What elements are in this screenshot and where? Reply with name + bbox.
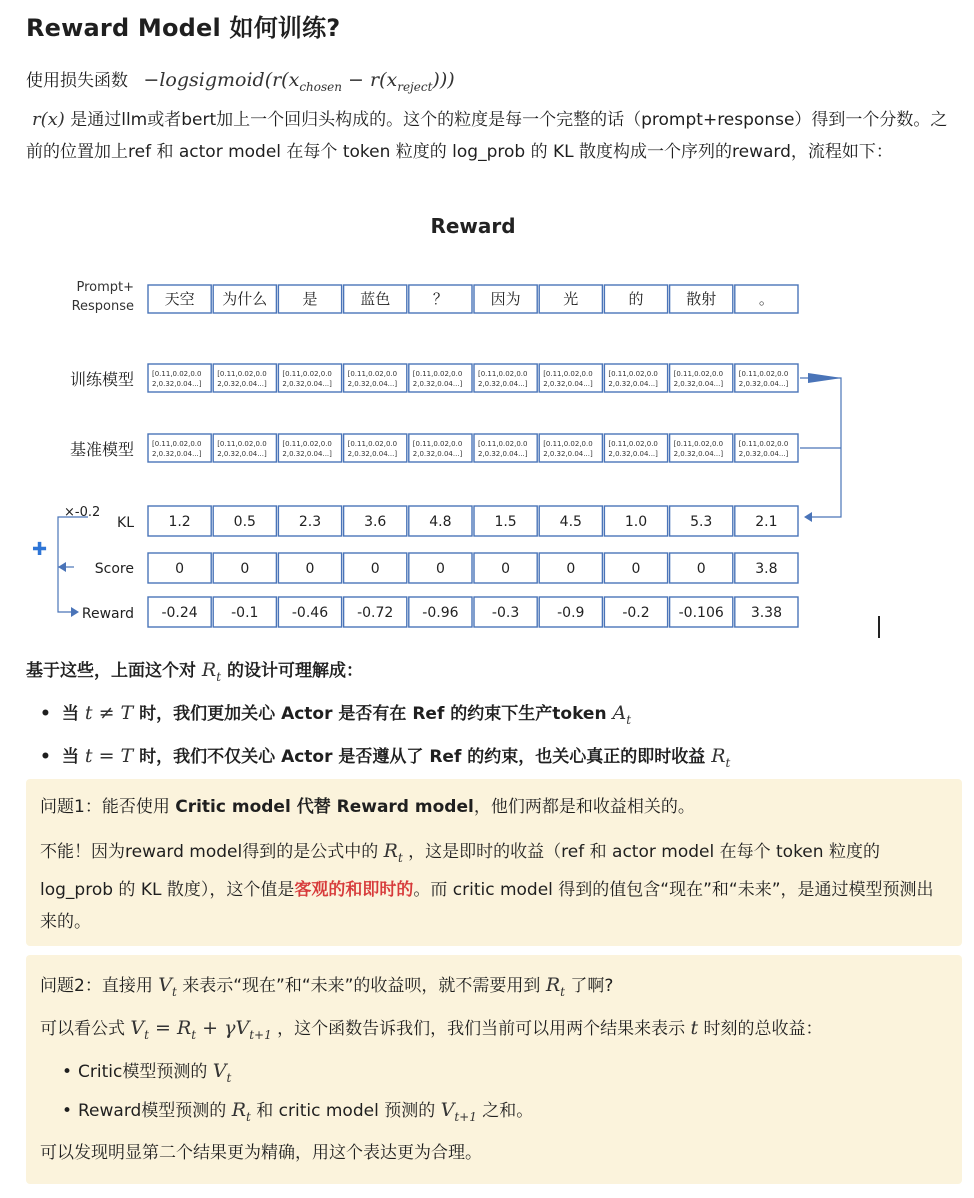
reward-value: 3.38: [750, 605, 782, 621]
ref-model-vec-line1: [0.11,0.02,0.0: [282, 440, 332, 448]
label-score: Score: [94, 561, 134, 577]
bellman-formula: [130, 1017, 272, 1042]
bullet-dot: •: [40, 704, 51, 724]
loss-formula: [143, 69, 455, 94]
list-item: • Reward模型预测的 $R_t$ 和 critic model 预测的 $V_{t+1}$ 之和。: [62, 1099, 534, 1124]
li2-var-r-letter: R: [231, 1099, 247, 1121]
arrow-head: [804, 512, 812, 522]
list-item: [40, 738, 730, 781]
arrow-head: [58, 562, 66, 572]
plus-icon: ✚: [32, 539, 48, 560]
label-ref-model: 基准模型: [69, 440, 134, 459]
figure-title: Reward: [430, 214, 516, 238]
li2-text-a: Reward模型预测的: [78, 1101, 232, 1121]
kl-value: 2.3: [298, 514, 322, 530]
train-model-vec-line2: 2,0.32,0.04...]: [738, 380, 789, 388]
q2-text-1: 问题2：直接用: [40, 976, 159, 996]
a1-highlight: 客观的和即时的: [294, 879, 414, 900]
score-value: 0: [305, 561, 315, 577]
ref-model-vec-line2: 2,0.32,0.04...]: [152, 450, 202, 458]
bullet-text-b: 时，我们不仅关心 Actor 是否遵从了 Ref 的约束，也关心真正的即时收益: [133, 746, 712, 767]
f-eq: = R: [148, 1017, 192, 1039]
ref-model-vec-line2: 2,0.32,0.04...]: [608, 450, 658, 458]
li1-var: [212, 1060, 232, 1085]
reward-value: -0.106: [678, 605, 724, 621]
token-value: 散射: [686, 290, 717, 308]
li2-var-r: [231, 1099, 251, 1124]
formula-sub-chosen: chosen: [299, 79, 342, 94]
q2-var-v-sub: t: [171, 984, 177, 999]
label-kl: KL: [117, 515, 134, 531]
arrow-head: [808, 373, 842, 383]
train-model-vec-line1: [0.11,0.02,0.0: [673, 370, 724, 378]
reward-value: -0.46: [291, 605, 329, 621]
bullet-text-a: 当: [62, 704, 85, 724]
ref-model-vec-line2: 2,0.32,0.04...]: [217, 450, 267, 458]
token-value: 光: [563, 290, 579, 308]
question-2: [40, 969, 950, 1008]
train-model-vec-line1: [0.11,0.02,0.0: [543, 370, 593, 378]
train-model-vec-line2: 2,0.32,0.04...]: [478, 380, 528, 388]
f-t: t: [690, 1017, 699, 1039]
f-eq-sub: t: [191, 1027, 197, 1042]
question-1: [40, 791, 950, 823]
train-model-vec-line2: 2,0.32,0.04...]: [412, 380, 463, 388]
formula-close: ))): [432, 69, 455, 91]
bullet-var-letter: A: [612, 702, 627, 724]
reward-value: -0.72: [357, 605, 394, 621]
kl-value: 2.1: [755, 514, 778, 530]
q2-text-2: 来表示“现在”和“未来”的收益呗，就不需要用到: [176, 976, 546, 996]
bullet-math: t = T: [84, 744, 134, 767]
kl-value: 4.8: [429, 514, 452, 530]
train-model-vec-line1: [0.11,0.02,0.0: [282, 370, 332, 378]
reward-row: [148, 597, 798, 627]
q1-text-a: 问题1：能否使用: [40, 797, 176, 817]
a1-text-1: 不能！因为reward model得到的是公式中的: [40, 842, 384, 862]
ref-model-vec-line2: 2,0.32,0.04...]: [412, 450, 463, 458]
a1-var-letter: R: [383, 840, 398, 862]
score-row: [148, 553, 798, 583]
f-v-sub: t: [144, 1027, 149, 1042]
li1-var-sub: t: [226, 1070, 232, 1085]
bullet-text-a: 当: [62, 746, 85, 767]
ref-model-vec-line1: [0.11,0.02,0.0: [412, 440, 463, 448]
loss-prefix: 使用损失函数: [26, 71, 128, 91]
token-value: 的: [628, 290, 644, 308]
a1-text-2: ，这是即时的收益（ref 和 actor model 在每个 token 粒度的 log_prob 的 KL 散度），这个值是: [40, 842, 880, 900]
li2-text-c: 之和。: [476, 1101, 534, 1121]
kl-value: 4.5: [559, 514, 582, 530]
train-model-vec-line2: 2,0.32,0.04...]: [152, 380, 202, 388]
score-value: 0: [696, 561, 706, 577]
li1-text: Critic模型预测的: [78, 1062, 213, 1082]
list-item: [40, 695, 730, 738]
token-value: 为什么: [222, 290, 268, 308]
train-model-vec-line2: 2,0.32,0.04...]: [347, 380, 398, 388]
train-model-vec-line2: 2,0.32,0.04...]: [608, 380, 658, 388]
li1-var-letter: V: [212, 1060, 227, 1082]
a1-text-3: 。而 critic model 得到的值包含“现在”和“未来”，是通过模型预测出来的。: [40, 879, 934, 932]
conclusion-suffix: 的设计可理解成：: [221, 661, 363, 681]
li2-var-v: [440, 1099, 477, 1124]
train-model-vec-line1: [0.11,0.02,0.0: [478, 370, 528, 378]
f-gamma: + γV: [196, 1017, 250, 1039]
q1-text-b: ，他们两都是和收益相关的。: [473, 797, 695, 817]
bullet-var: [711, 744, 731, 770]
conclusion-line: [26, 654, 363, 693]
ref-model-vec-line1: [0.11,0.02,0.0: [347, 440, 398, 448]
token-value: 。: [758, 290, 774, 308]
ref-model-vec-line2: 2,0.32,0.04...]: [347, 450, 398, 458]
li2-text-b: 和 critic model 预测的: [250, 1101, 441, 1121]
ref-model-vec-line2: 2,0.32,0.04...]: [282, 450, 332, 458]
formula-line: [40, 1012, 950, 1051]
description-text: 是通过llm或者bert加上一个回归头构成的。这个的粒度是每一个完整的话（prompt+response）得到一个分数。之前的位置加上ref 和 actor model 在每个 token 粒度的 log_prob 的 KL 散度构成一个序列的reward，流程如下：: [26, 110, 948, 162]
train-model-vec-line2: 2,0.32,0.04...]: [217, 380, 267, 388]
label-reward: Reward: [81, 606, 134, 622]
conclusion-prefix: 基于这些，上面这个对: [26, 661, 202, 681]
question-1-box: [26, 779, 962, 946]
score-value: 0: [501, 561, 511, 577]
ref-model-row: [148, 434, 798, 462]
reward-value: -0.9: [557, 605, 585, 621]
score-value: 0: [631, 561, 641, 577]
arrow-head: [71, 607, 79, 617]
label-mult: ×-0.2: [64, 505, 101, 520]
train-model-vec-line1: [0.11,0.02,0.0: [152, 370, 202, 378]
ref-model-vec-line1: [0.11,0.02,0.0: [608, 440, 658, 448]
conclusion-var-sub: t: [216, 669, 222, 684]
ref-model-vec-line1: [0.11,0.02,0.0: [673, 440, 724, 448]
description-paragraph: [26, 104, 956, 168]
score-value: 3.8: [755, 561, 778, 577]
list-item: • Critic模型预测的 $V_t$: [62, 1060, 232, 1085]
bullet-var-letter: R: [711, 744, 726, 767]
li2-var-v-sub: t+1: [454, 1109, 477, 1124]
q2-var-v: [158, 974, 177, 999]
label-train-model: 训练模型: [69, 370, 134, 389]
train-model-vec-line1: [0.11,0.02,0.0: [217, 370, 267, 378]
kl-value: 1.5: [494, 514, 517, 530]
train-model-vec-line1: [0.11,0.02,0.0: [347, 370, 398, 378]
bullet-var-sub: t: [725, 755, 731, 770]
q2-var-r: [545, 974, 565, 999]
train-model-vec-line1: [0.11,0.02,0.0: [738, 370, 789, 378]
token-row: [148, 285, 798, 313]
f-gamma-sub: t+1: [249, 1027, 272, 1042]
bullet-dot: •: [40, 746, 51, 767]
reward-value: -0.2: [622, 605, 650, 621]
closing-remark: 可以发现明显第二个结果更为精确，用这个表达更为合理。: [40, 1143, 482, 1163]
q2-var-v-letter: V: [158, 974, 172, 996]
reward-figure: [26, 205, 856, 635]
li2-var-r-sub: t: [246, 1109, 251, 1124]
score-value: 0: [566, 561, 576, 577]
q1-bold: Critic model 代替 Reward model: [175, 797, 474, 817]
formula-sub-reject: reject: [397, 79, 433, 94]
formula-part: −logsigmoid(r(x: [143, 69, 300, 91]
token-value: 蓝色: [360, 290, 391, 308]
conclusion-var: [201, 659, 222, 684]
token-value: 因为: [490, 290, 521, 308]
train-model-vec-line2: 2,0.32,0.04...]: [543, 380, 593, 388]
formula-part-2: − r(x: [341, 69, 398, 91]
ref-model-vec-line2: 2,0.32,0.04...]: [673, 450, 724, 458]
kl-value: 5.3: [690, 514, 713, 530]
ref-model-vec-line1: [0.11,0.02,0.0: [738, 440, 789, 448]
answer-1: [40, 835, 950, 938]
label-prompt-line2: Response: [71, 299, 134, 314]
rx-math: r(x): [32, 109, 65, 130]
li2-var-v-letter: V: [440, 1099, 455, 1121]
reward-value: -0.24: [161, 605, 198, 621]
f-text-3: 时刻的总收益：: [698, 1019, 823, 1039]
token-value: 是: [302, 290, 318, 308]
score-value: 0: [240, 561, 250, 577]
kl-value: 1.2: [168, 514, 191, 530]
f-text-2: ，这个函数告诉我们，我们当前可以用两个结果来表示: [271, 1019, 691, 1039]
text-cursor: [878, 616, 880, 638]
question-2-box: [26, 955, 962, 1184]
kl-row: [148, 506, 798, 536]
reward-value: -0.3: [491, 605, 520, 621]
page-title: Reward Model 如何训练?: [26, 14, 341, 42]
reward-value: -0.1: [231, 605, 259, 621]
ref-model-vec-line1: [0.11,0.02,0.0: [217, 440, 267, 448]
train-model-vec-line1: [0.11,0.02,0.0: [608, 370, 658, 378]
bullet-var: [612, 702, 632, 727]
bullet-text-b: 时，我们更加关心 Actor 是否有在 Ref 的约束下生产token: [133, 704, 613, 724]
score-value: 0: [435, 561, 445, 577]
ref-model-vec-line1: [0.11,0.02,0.0: [152, 440, 202, 448]
bullet-var-sub: t: [626, 712, 632, 727]
kl-value: 0.5: [233, 514, 256, 530]
kl-value: 1.0: [624, 514, 648, 530]
q2-var-r-letter: R: [545, 974, 561, 996]
bullet-math: t ≠ T: [84, 702, 134, 724]
ref-model-vec-line2: 2,0.32,0.04...]: [478, 450, 528, 458]
reward-value: -0.96: [422, 605, 459, 621]
label-prompt-line1: Prompt+: [76, 280, 134, 295]
q2-text-3: 了啊?: [564, 976, 614, 996]
token-value: 天空: [164, 290, 195, 308]
q2-var-r-sub: t: [560, 984, 565, 999]
conclusion-var-letter: R: [201, 659, 217, 681]
ref-model-vec-line1: [0.11,0.02,0.0: [478, 440, 528, 448]
train-model-row: [148, 364, 798, 392]
train-model-vec-line2: 2,0.32,0.04...]: [282, 380, 332, 388]
train-model-vec-line2: 2,0.32,0.04...]: [673, 380, 724, 388]
a1-var-sub: t: [397, 850, 403, 865]
ref-model-vec-line2: 2,0.32,0.04...]: [738, 450, 789, 458]
ref-model-vec-line2: 2,0.32,0.04...]: [543, 450, 593, 458]
a1-var: [383, 840, 403, 865]
ref-model-vec-line1: [0.11,0.02,0.0: [543, 440, 593, 448]
score-value: 0: [175, 561, 185, 577]
token-value: ？: [432, 290, 448, 308]
loss-paragraph: [26, 64, 455, 103]
condition-list: [40, 695, 730, 781]
train-model-vec-line1: [0.11,0.02,0.0: [412, 370, 463, 378]
kl-value: 3.6: [364, 514, 387, 530]
f-v: V: [130, 1017, 145, 1039]
f-text-1: 可以看公式: [40, 1019, 131, 1039]
score-value: 0: [370, 561, 380, 577]
